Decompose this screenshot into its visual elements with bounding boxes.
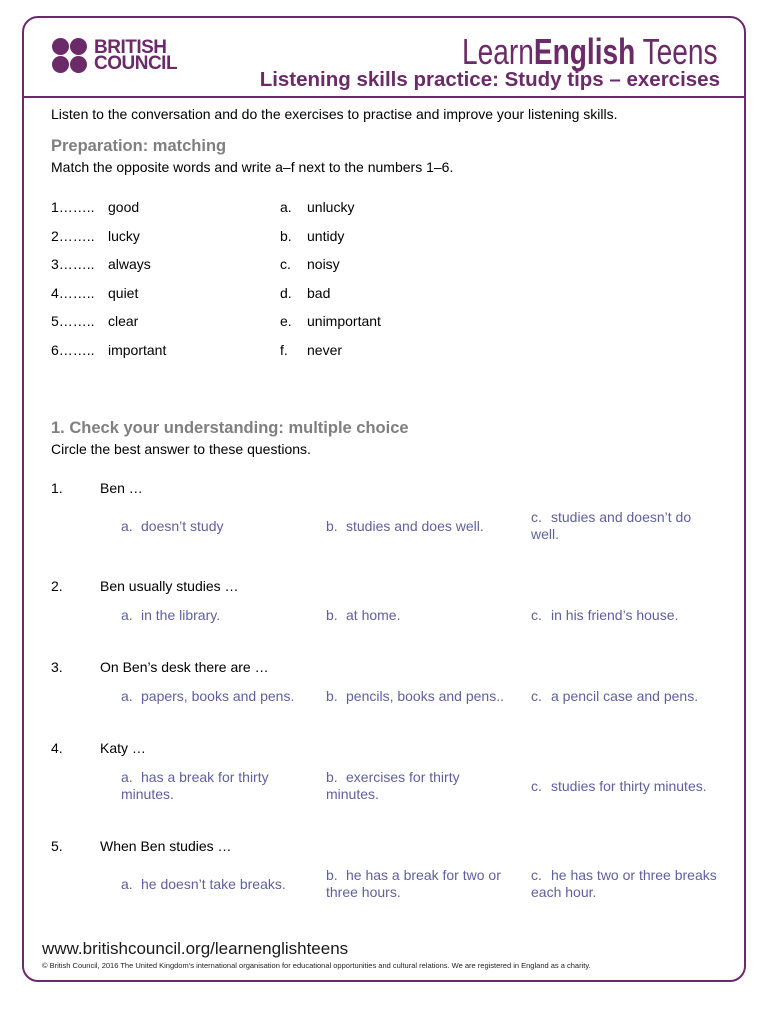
matching-opposite: bad xyxy=(307,284,331,301)
answer-option-body xyxy=(531,688,731,705)
answer-option xyxy=(531,867,736,901)
product-name-part-3: Teens xyxy=(643,31,718,72)
question-stem: When Ben studies … xyxy=(100,838,232,854)
answer-option xyxy=(531,778,736,795)
option-text: studies for thirty minutes. xyxy=(551,777,707,794)
answer-option xyxy=(121,688,326,705)
preparation-instruction: Match the opposite words and write a–f next to the numbers 1–6. xyxy=(51,159,454,175)
page-title: Listening skills practice: Study tips – exercises xyxy=(259,68,720,91)
option-label: a. xyxy=(121,875,133,892)
question-stem: On Ben’s desk there are … xyxy=(100,659,269,675)
answer-option xyxy=(326,867,531,901)
question-stem-row xyxy=(0,480,768,496)
question-stem: Katy … xyxy=(100,740,146,756)
question-number: 4. xyxy=(51,740,63,756)
option-label: c. xyxy=(531,777,542,794)
answer-option xyxy=(121,769,326,803)
logo-dots xyxy=(52,38,87,73)
logo-dot xyxy=(70,38,87,55)
matching-row xyxy=(0,193,768,222)
matching-letter: b. xyxy=(280,227,292,244)
answer-option xyxy=(326,518,531,535)
matching-word: clear xyxy=(108,313,139,329)
option-text: studies and doesn’t do well. xyxy=(531,509,692,542)
logo-line-2: COUNCIL xyxy=(94,53,178,74)
answer-option-body xyxy=(326,867,516,901)
answer-option-body xyxy=(531,867,731,901)
question-number: 1. xyxy=(51,480,63,496)
matching-letter: c. xyxy=(280,256,291,272)
preparation-heading: Preparation: matching xyxy=(51,137,227,155)
matching-number: 5…….. xyxy=(51,313,95,329)
answer-options xyxy=(0,607,768,624)
footer-copyright: © British Council, 2016 The United Kingdom’s international organisation for educational opportunities and cultural relations. We are registered in England as a charity. xyxy=(42,961,591,970)
matching-number: 4…….. xyxy=(51,284,95,301)
answer-option-body xyxy=(326,607,526,624)
option-text: in the library. xyxy=(141,607,221,623)
answer-option-body xyxy=(326,518,526,535)
answer-option-body xyxy=(121,607,321,624)
option-text: papers, books and pens. xyxy=(141,688,295,704)
question-stem-row xyxy=(0,740,768,756)
answer-option-body xyxy=(531,778,731,795)
matching-list xyxy=(0,193,768,364)
answer-option xyxy=(121,518,326,535)
matching-row xyxy=(0,336,768,365)
logo-dot xyxy=(52,38,69,55)
option-label: c. xyxy=(531,509,542,525)
question-stem: Ben … xyxy=(100,480,143,496)
question xyxy=(0,740,768,803)
question xyxy=(0,480,768,543)
option-label: b. xyxy=(326,688,338,704)
answer-option xyxy=(121,607,326,624)
answer-option-body xyxy=(121,876,321,893)
multiple-choice-instruction: Circle the best answer to these questions. xyxy=(51,441,311,457)
option-text: he doesn’t take breaks. xyxy=(141,875,286,892)
option-text: has a break for thirty minutes. xyxy=(121,769,269,802)
matching-number: 6…….. xyxy=(51,341,95,358)
header-divider xyxy=(22,96,746,98)
logo-dot xyxy=(52,56,69,73)
matching-row xyxy=(0,222,768,251)
option-text: exercises for thirty minutes. xyxy=(326,769,460,802)
logo-line-1: BRITISH xyxy=(94,37,167,58)
answer-option xyxy=(326,769,531,803)
question-stem-row xyxy=(0,578,768,594)
matching-row xyxy=(0,279,768,308)
matching-letter: f. xyxy=(280,341,288,358)
answer-options xyxy=(0,509,768,543)
matching-letter: a. xyxy=(280,199,292,215)
matching-word: important xyxy=(108,341,167,358)
answer-option-body xyxy=(121,688,321,705)
option-text: in his friend’s house. xyxy=(551,607,679,623)
question-stem: Ben usually studies … xyxy=(100,578,239,594)
matching-opposite: never xyxy=(307,341,343,358)
product-name-part-2: English xyxy=(534,31,636,72)
answer-option xyxy=(531,607,736,624)
answer-option xyxy=(326,607,531,624)
option-label: b. xyxy=(326,769,338,785)
question xyxy=(0,838,768,901)
option-label: a. xyxy=(121,517,133,534)
option-text: he has a break for two or three hours. xyxy=(326,867,501,900)
option-label: b. xyxy=(326,517,338,534)
question-stem-row xyxy=(0,838,768,854)
matching-letter: d. xyxy=(280,284,292,301)
option-label: b. xyxy=(326,607,338,623)
matching-number: 1…….. xyxy=(51,199,95,215)
answer-option-body xyxy=(121,769,296,803)
product-name xyxy=(462,31,718,72)
matching-opposite: unlucky xyxy=(307,199,355,215)
answer-option xyxy=(531,688,736,705)
answer-option xyxy=(531,509,736,543)
british-council-logo xyxy=(52,38,182,74)
answer-option-body xyxy=(326,769,496,803)
question xyxy=(0,578,768,624)
answer-options xyxy=(0,688,768,705)
answer-option-body xyxy=(531,607,731,624)
question-number: 3. xyxy=(51,659,63,675)
question-list xyxy=(0,480,768,936)
question-stem-row xyxy=(0,659,768,675)
option-text: at home. xyxy=(346,607,401,623)
answer-option xyxy=(121,876,326,893)
option-label: a. xyxy=(121,607,133,623)
matching-word: good xyxy=(108,199,140,215)
answer-option-body xyxy=(326,688,526,705)
question-number: 2. xyxy=(51,578,63,594)
logo-dot xyxy=(70,56,87,73)
matching-opposite: untidy xyxy=(307,227,345,244)
answer-options xyxy=(0,867,768,901)
answer-option-body xyxy=(121,518,321,535)
matching-number: 3…….. xyxy=(51,256,95,272)
option-label: c. xyxy=(531,867,542,883)
logo-wordmark xyxy=(94,37,178,74)
matching-word: lucky xyxy=(108,227,140,244)
question xyxy=(0,659,768,705)
matching-letter: e. xyxy=(280,313,292,329)
question-number: 5. xyxy=(51,838,63,854)
option-text: a pencil case and pens. xyxy=(551,688,699,704)
option-label: c. xyxy=(531,688,542,704)
multiple-choice-heading: 1. Check your understanding: multiple choice xyxy=(51,419,409,437)
answer-option-body xyxy=(531,509,703,543)
footer-website-url: www.britishcouncil.org/learnenglishteens xyxy=(42,939,349,958)
matching-opposite: noisy xyxy=(307,256,340,272)
product-name-part-1: Learn xyxy=(462,31,535,72)
option-text: he has two or three breaks each hour. xyxy=(531,867,717,900)
option-label: c. xyxy=(531,607,542,623)
option-text: pencils, books and pens.. xyxy=(346,688,504,704)
option-label: b. xyxy=(326,867,338,883)
option-label: a. xyxy=(121,769,133,785)
option-text: doesn’t study xyxy=(141,517,224,534)
matching-opposite: unimportant xyxy=(307,313,381,329)
option-label: a. xyxy=(121,688,133,704)
answer-option xyxy=(326,688,531,705)
intro-text: Listen to the conversation and do the exercises to practise and improve your listening skills. xyxy=(51,106,618,122)
matching-word: always xyxy=(108,256,151,272)
matching-row xyxy=(0,307,768,336)
answer-options xyxy=(0,769,768,803)
option-text: studies and does well. xyxy=(346,517,484,534)
matching-number: 2…….. xyxy=(51,227,95,244)
matching-word: quiet xyxy=(108,284,139,301)
matching-row xyxy=(0,250,768,279)
